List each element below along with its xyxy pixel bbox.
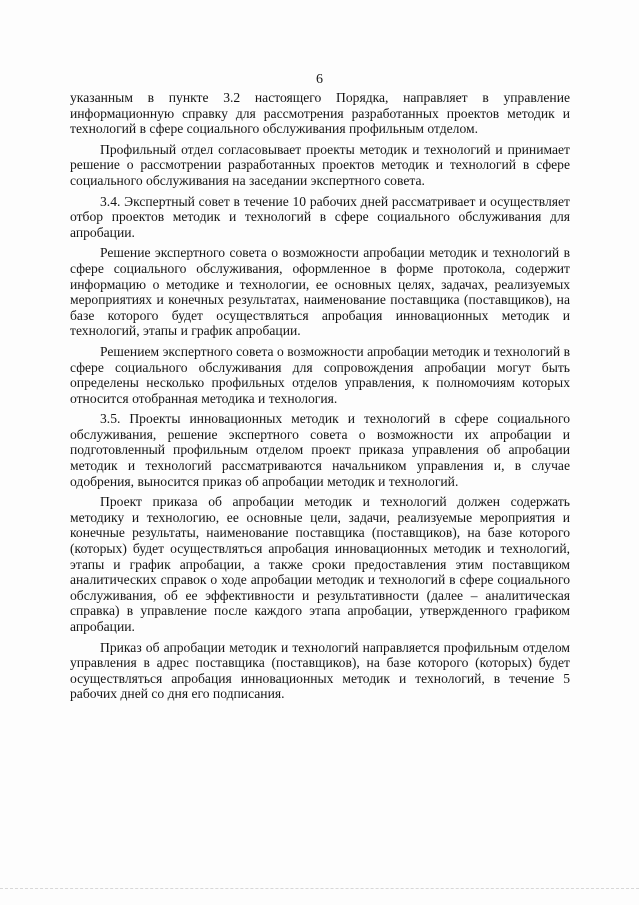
paragraph-7: Проект приказа об апробации методик и технологий должен содержать методику и технологию, ее основные цели, задачи, реализуемые мероприятия и конечные результаты, наименование поставщика (поставщиков), на базе которого (которых) будет осуществляться апробация инновационных методик и технологий, этапы и график апробации, а также сроки предоставления этим поставщиком аналитических справок о ходе апробации методик и технологий в сфере социального обслуживания, об ее эффективности и результативности (далее – аналитическая справка) в управление после каждого этапа апробации, утвержденного графиком апробации. bbox=[70, 494, 570, 634]
paragraph-8: Приказ об апробации методик и технологий направляется профильным отделом управления в адрес поставщика (поставщиков), на базе которого (которых) будет осуществляться апробация инновационных методик и технологий, в течение 5 рабочих дней со дня его подписания. bbox=[70, 639, 570, 702]
paragraph-3: 3.4. Экспертный совет в течение 10 рабочих дней рассматривает и осуществляет отбор проектов методик и технологий в сфере социального обслуживания для апробации. bbox=[70, 193, 570, 240]
page-number: 6 bbox=[316, 72, 323, 87]
paragraph-5: Решением экспертного совета о возможности апробации методик и технологий в сфере социального обслуживания для сопровождения апробации могут быть определены несколько профильных отделов управления, к полномочиям которых относится отобранная методика и технология. bbox=[70, 343, 570, 406]
scan-edge-line bbox=[0, 888, 639, 889]
paragraph-1: указанным в пункте 3.2 настоящего Порядка, направляет в управление информационную справку для рассмотрения разработанных проектов методик и технологий в сфере социального обслуживания профильным отделом. bbox=[70, 90, 570, 137]
paragraph-2: Профильный отдел согласовывает проекты методик и технологий и принимает решение о рассмотрении разработанных проектов методик и технологий в сфере социального обслуживания на заседании экспертного совета. bbox=[70, 141, 570, 188]
document-body bbox=[70, 90, 570, 707]
paragraph-6: 3.5. Проекты инновационных методик и технологий в сфере социального обслуживания, решение экспертного совета о возможности их апробации и подготовленный профильным отделом проект приказа управления об апробации методик и технологий рассматриваются начальником управления и, в случае одобрения, выносится приказ об апробации методик и технологий. bbox=[70, 411, 570, 489]
paragraph-4: Решение экспертного совета о возможности апробации методик и технологий в сфере социального обслуживания, оформленное в форме протокола, содержит информацию о методике и технологии, ее основных целях, задачах, реализуемых мероприятиях и конечных результатах, наименование поставщика (поставщиков), на базе которого будет осуществляться апробация инновационных методик и технологий, этапы и график апробации. bbox=[70, 245, 570, 339]
